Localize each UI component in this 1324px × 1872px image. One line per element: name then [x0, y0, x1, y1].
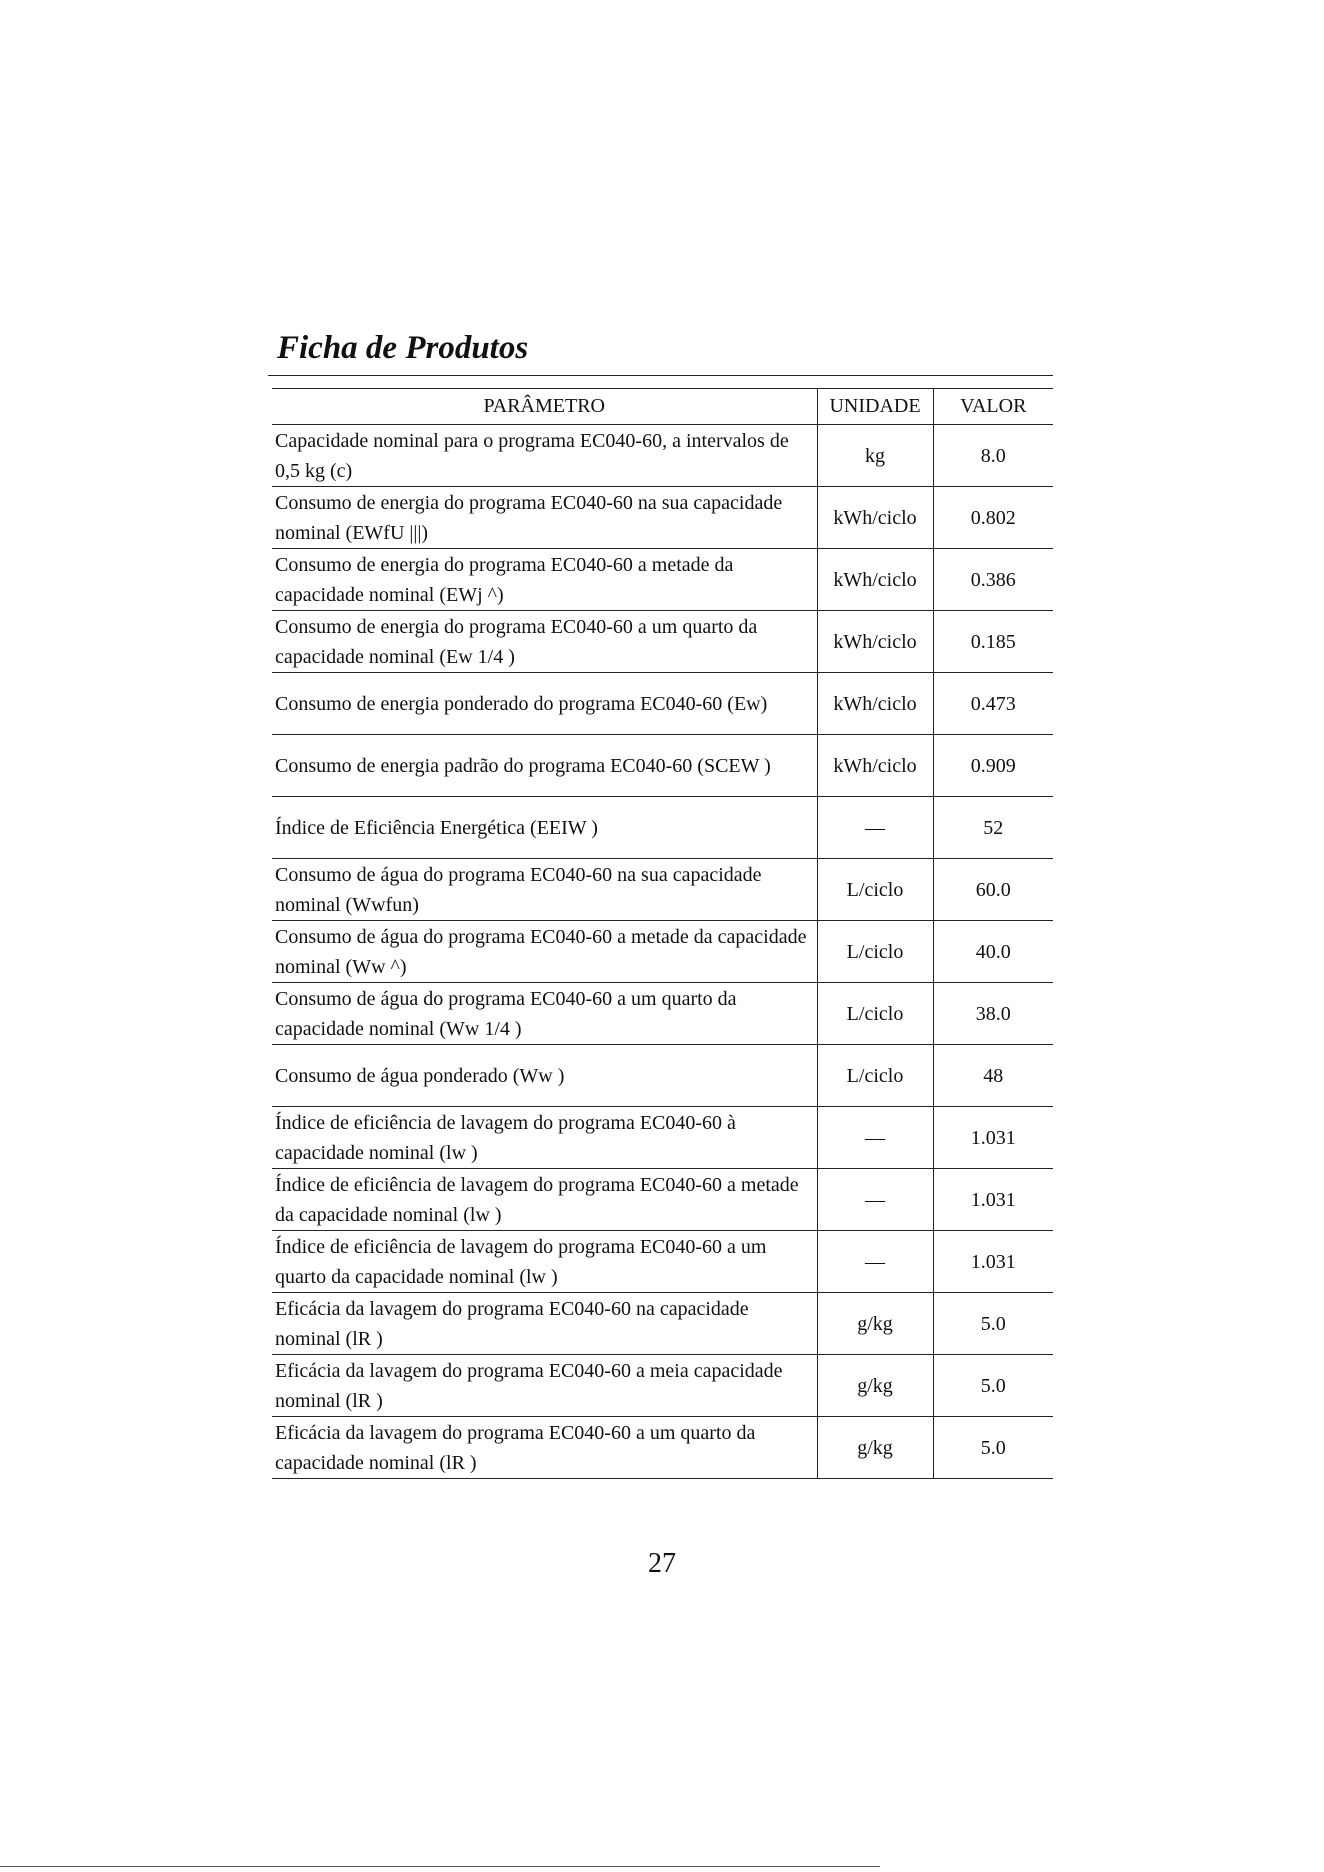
bottom-divider: [0, 1866, 880, 1867]
row-unit: g/kg: [817, 1355, 933, 1417]
row-parameter: Consumo de energia ponderado do programa EC040-60 (Ew): [272, 673, 817, 735]
table-header-row: [272, 389, 1053, 425]
row-parameter: Consumo de energia do programa EC040-60 a um quarto da capacidade nominal (Ew 1/4 ): [272, 611, 817, 673]
row-parameter: Consumo de energia padrão do programa EC040-60 (SCEW ): [272, 735, 817, 797]
row-value: 40.0: [933, 921, 1053, 983]
row-parameter: Capacidade nominal para o programa EC040-60, a intervalos de 0,5 kg (c): [272, 425, 817, 487]
title-divider: [268, 375, 1053, 376]
table-row: [272, 673, 1053, 735]
row-value: 0.386: [933, 549, 1053, 611]
row-parameter: Índice de eficiência de lavagem do programa EC040-60 a metade da capacidade nominal (lw ): [272, 1169, 817, 1231]
row-unit: L/ciclo: [817, 859, 933, 921]
header-parameter: PARÂMETRO: [272, 389, 817, 425]
row-parameter: Consumo de água do programa EC040-60 a metade da capacidade nominal (Ww ^): [272, 921, 817, 983]
table-row: [272, 425, 1053, 487]
row-unit: kWh/ciclo: [817, 673, 933, 735]
row-unit: g/kg: [817, 1293, 933, 1355]
table-row: [272, 549, 1053, 611]
row-value: 0.909: [933, 735, 1053, 797]
table-row: [272, 1169, 1053, 1231]
table-row: [272, 859, 1053, 921]
row-parameter: Consumo de energia do programa EC040-60 na sua capacidade nominal (EWfU |||): [272, 487, 817, 549]
row-unit: —: [817, 1169, 933, 1231]
table-row: [272, 1355, 1053, 1417]
row-unit: L/ciclo: [817, 1045, 933, 1107]
table-row: [272, 1045, 1053, 1107]
row-unit: —: [817, 1231, 933, 1293]
row-unit: —: [817, 797, 933, 859]
table-row: [272, 797, 1053, 859]
row-parameter: Índice de eficiência de lavagem do programa EC040-60 à capacidade nominal (lw ): [272, 1107, 817, 1169]
table-row: [272, 735, 1053, 797]
row-value: 1.031: [933, 1107, 1053, 1169]
row-value: 8.0: [933, 425, 1053, 487]
table-row: [272, 1293, 1053, 1355]
row-unit: kg: [817, 425, 933, 487]
product-spec-table: [272, 388, 1053, 1479]
row-value: 5.0: [933, 1417, 1053, 1479]
row-parameter: Eficácia da lavagem do programa EC040-60 a um quarto da capacidade nominal (lR ): [272, 1417, 817, 1479]
row-value: 5.0: [933, 1355, 1053, 1417]
row-parameter: Consumo de água ponderado (Ww ): [272, 1045, 817, 1107]
row-value: 48: [933, 1045, 1053, 1107]
row-value: 5.0: [933, 1293, 1053, 1355]
row-unit: kWh/ciclo: [817, 487, 933, 549]
row-unit: kWh/ciclo: [817, 549, 933, 611]
page-number: 27: [648, 1548, 676, 1579]
row-parameter: Índice de eficiência de lavagem do programa EC040-60 a um quarto da capacidade nominal (lw ): [272, 1231, 817, 1293]
row-parameter: Consumo de água do programa EC040-60 a um quarto da capacidade nominal (Ww 1/4 ): [272, 983, 817, 1045]
row-value: 38.0: [933, 983, 1053, 1045]
row-value: 52: [933, 797, 1053, 859]
row-parameter: Consumo de água do programa EC040-60 na sua capacidade nominal (Wwfun): [272, 859, 817, 921]
table-row: [272, 1107, 1053, 1169]
row-unit: —: [817, 1107, 933, 1169]
header-value: VALOR: [933, 389, 1053, 425]
row-unit: kWh/ciclo: [817, 735, 933, 797]
row-value: 1.031: [933, 1231, 1053, 1293]
table-row: [272, 921, 1053, 983]
row-parameter: Índice de Eficiência Energética (EEIW ): [272, 797, 817, 859]
table-row: [272, 611, 1053, 673]
row-unit: g/kg: [817, 1417, 933, 1479]
page-title: Ficha de Produtos: [277, 330, 529, 366]
row-parameter: Consumo de energia do programa EC040-60 a metade da capacidade nominal (EWj ^): [272, 549, 817, 611]
table-row: [272, 983, 1053, 1045]
row-value: 60.0: [933, 859, 1053, 921]
table-row: [272, 1417, 1053, 1479]
table-row: [272, 1231, 1053, 1293]
row-value: 0.473: [933, 673, 1053, 735]
row-parameter: Eficácia da lavagem do programa EC040-60 na capacidade nominal (lR ): [272, 1293, 817, 1355]
row-unit: L/ciclo: [817, 983, 933, 1045]
row-value: 0.802: [933, 487, 1053, 549]
row-value: 0.185: [933, 611, 1053, 673]
row-unit: kWh/ciclo: [817, 611, 933, 673]
row-unit: L/ciclo: [817, 921, 933, 983]
row-parameter: Eficácia da lavagem do programa EC040-60 a meia capacidade nominal (lR ): [272, 1355, 817, 1417]
table-row: [272, 487, 1053, 549]
header-unit: UNIDADE: [817, 389, 933, 425]
row-value: 1.031: [933, 1169, 1053, 1231]
